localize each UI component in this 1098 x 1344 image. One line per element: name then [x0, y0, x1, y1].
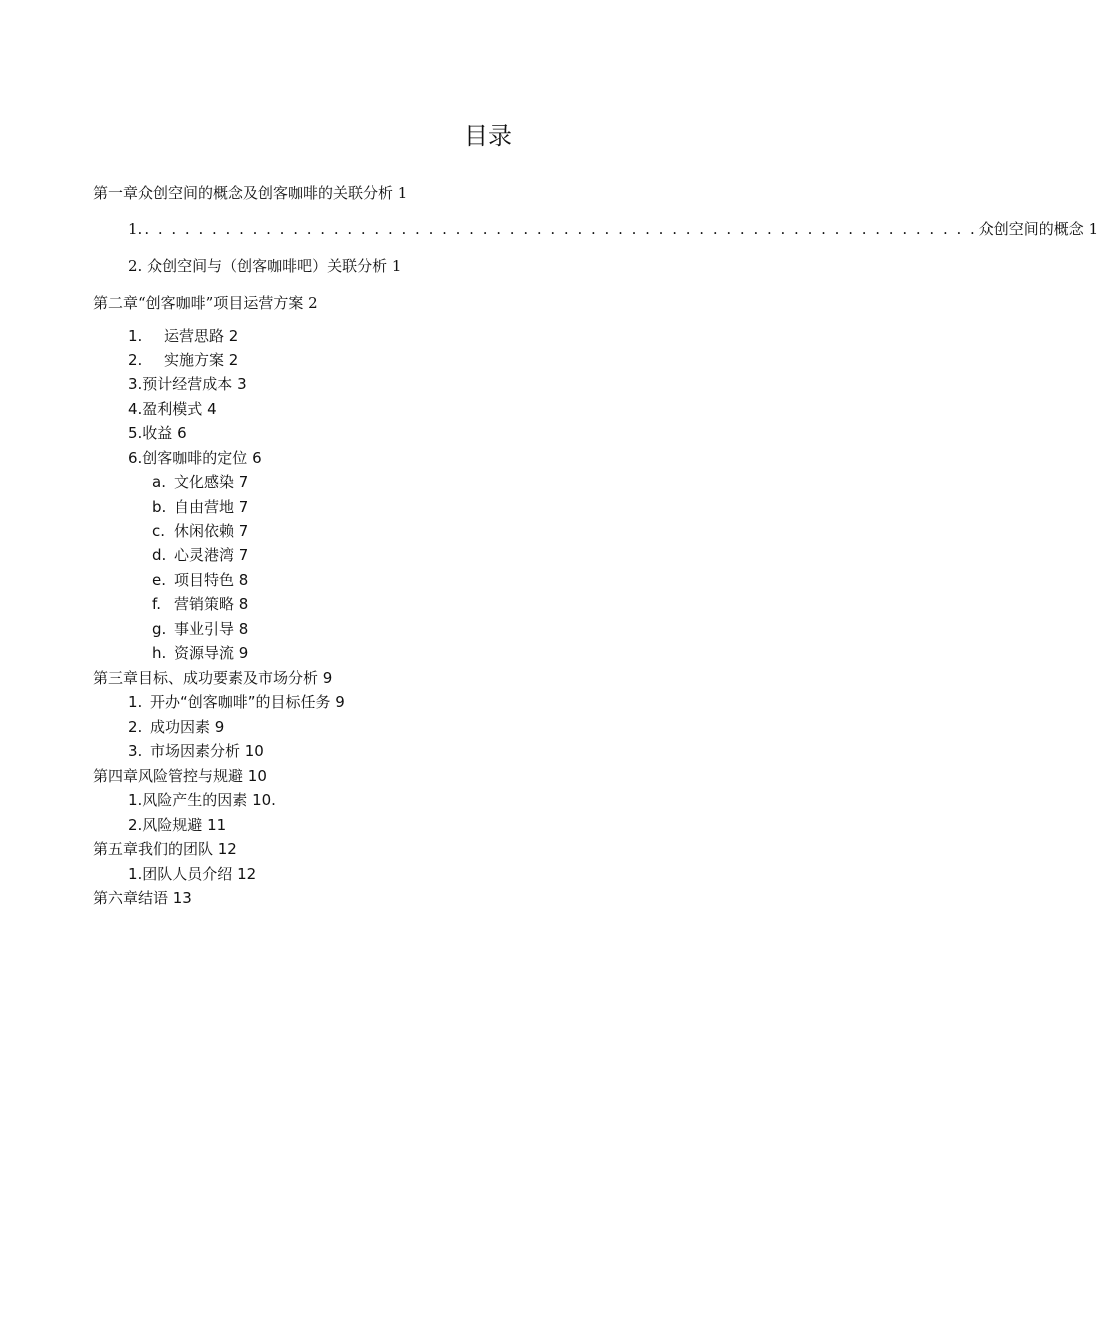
- toc-item-label: 市场因素分析 10: [150, 742, 264, 760]
- toc-ch1-item-2[interactable]: 2. 众创空间与（创客咖啡吧）关联分析 1: [128, 257, 402, 275]
- toc-ch2-item-3[interactable]: 3.预计经营成本 3: [128, 375, 247, 393]
- toc-ch4-item-1[interactable]: 1.风险产生的因素 10.: [128, 791, 276, 809]
- toc-item-label: 成功因素 9: [150, 718, 225, 736]
- toc-ch2-sub-item-f[interactable]: [152, 594, 248, 614]
- toc-ch2-sub-item-e[interactable]: [152, 570, 248, 590]
- toc-ch2-sub-item-b[interactable]: [152, 497, 248, 517]
- toc-ch2-item-4[interactable]: 4.盈利模式 4: [128, 400, 217, 418]
- toc-item-number: 1.: [128, 693, 143, 711]
- toc-sub-letter: f.: [152, 595, 161, 613]
- toc-item-label: 自由营地 7: [174, 498, 249, 516]
- toc-chapter-2[interactable]: 第二章“创客咖啡”项目运营方案 2: [93, 294, 318, 312]
- toc-item-number: 1.: [128, 220, 143, 238]
- toc-item-number: 3.: [128, 742, 143, 760]
- toc-sub-letter: c.: [152, 522, 166, 540]
- toc-ch2-item-2[interactable]: [128, 350, 238, 370]
- toc-ch3-item-1[interactable]: [128, 692, 345, 712]
- toc-ch2-sub-item-a[interactable]: [152, 472, 248, 492]
- toc-chapter-5[interactable]: 第五章我们的团队 12: [93, 840, 237, 858]
- toc-ch2-item-5[interactable]: 5.收益 6: [128, 424, 187, 442]
- toc-ch1-item-1[interactable]: [128, 219, 1098, 239]
- toc-item-label: 事业引导 8: [174, 620, 249, 638]
- toc-item-label: 众创空间的概念 1: [978, 220, 1098, 238]
- toc-ch4-item-2[interactable]: 2.风险规避 11: [128, 816, 227, 834]
- toc-item-label: 休闲依赖 7: [174, 522, 249, 540]
- toc-item-label: 运营思路 2: [164, 327, 239, 345]
- toc-item-label: 文化感染 7: [174, 473, 249, 491]
- toc-item-number: 1.: [128, 327, 143, 345]
- toc-chapter-4[interactable]: 第四章风险管控与规避 10: [93, 767, 267, 785]
- toc-ch2-sub-item-d[interactable]: [152, 545, 248, 565]
- toc-chapter-1[interactable]: 第一章众创空间的概念及创客咖啡的关联分析 1: [93, 184, 408, 202]
- toc-item-number: 2.: [128, 351, 143, 369]
- toc-sub-letter: g.: [152, 620, 167, 638]
- toc-item-label: 营销策略 8: [174, 595, 249, 613]
- toc-sub-letter: e.: [152, 571, 166, 589]
- toc-item-label: 实施方案 2: [164, 351, 239, 369]
- toc-item-number: 2.: [128, 718, 143, 736]
- toc-ch2-item-6[interactable]: 6.创客咖啡的定位 6: [128, 449, 262, 467]
- toc-item-label: 项目特色 8: [174, 571, 249, 589]
- toc-item-label: 心灵港湾 7: [174, 546, 249, 564]
- toc-sub-letter: a.: [152, 473, 166, 491]
- toc-ch3-item-2[interactable]: [128, 717, 224, 737]
- dot-leader: . . . . . . . . . . . . . . . . . . . . . . . . . . . . . . . . . . . . . . . . . . . . . . . . . . . . . . . . . . . . . .: [144, 220, 977, 238]
- toc-sub-letter: h.: [152, 644, 167, 662]
- toc-ch2-item-1[interactable]: [128, 326, 238, 346]
- toc-chapter-3[interactable]: 第三章目标、成功要素及市场分析 9: [93, 669, 333, 687]
- toc-sub-letter: b.: [152, 498, 167, 516]
- toc-sub-letter: d.: [152, 546, 167, 564]
- toc-item-label: 资源导流 9: [174, 644, 249, 662]
- toc-title: 目录: [464, 122, 512, 150]
- toc-ch2-sub-item-h[interactable]: [152, 643, 248, 663]
- toc-ch2-sub-item-c[interactable]: [152, 521, 248, 541]
- toc-item-label: 开办“创客咖啡”的目标任务 9: [150, 693, 345, 711]
- toc-chapter-6[interactable]: 第六章结语 13: [93, 889, 192, 907]
- toc-ch3-item-3[interactable]: [128, 741, 264, 761]
- toc-ch5-item-1[interactable]: 1.团队人员介绍 12: [128, 865, 257, 883]
- toc-ch2-sub-item-g[interactable]: [152, 619, 248, 639]
